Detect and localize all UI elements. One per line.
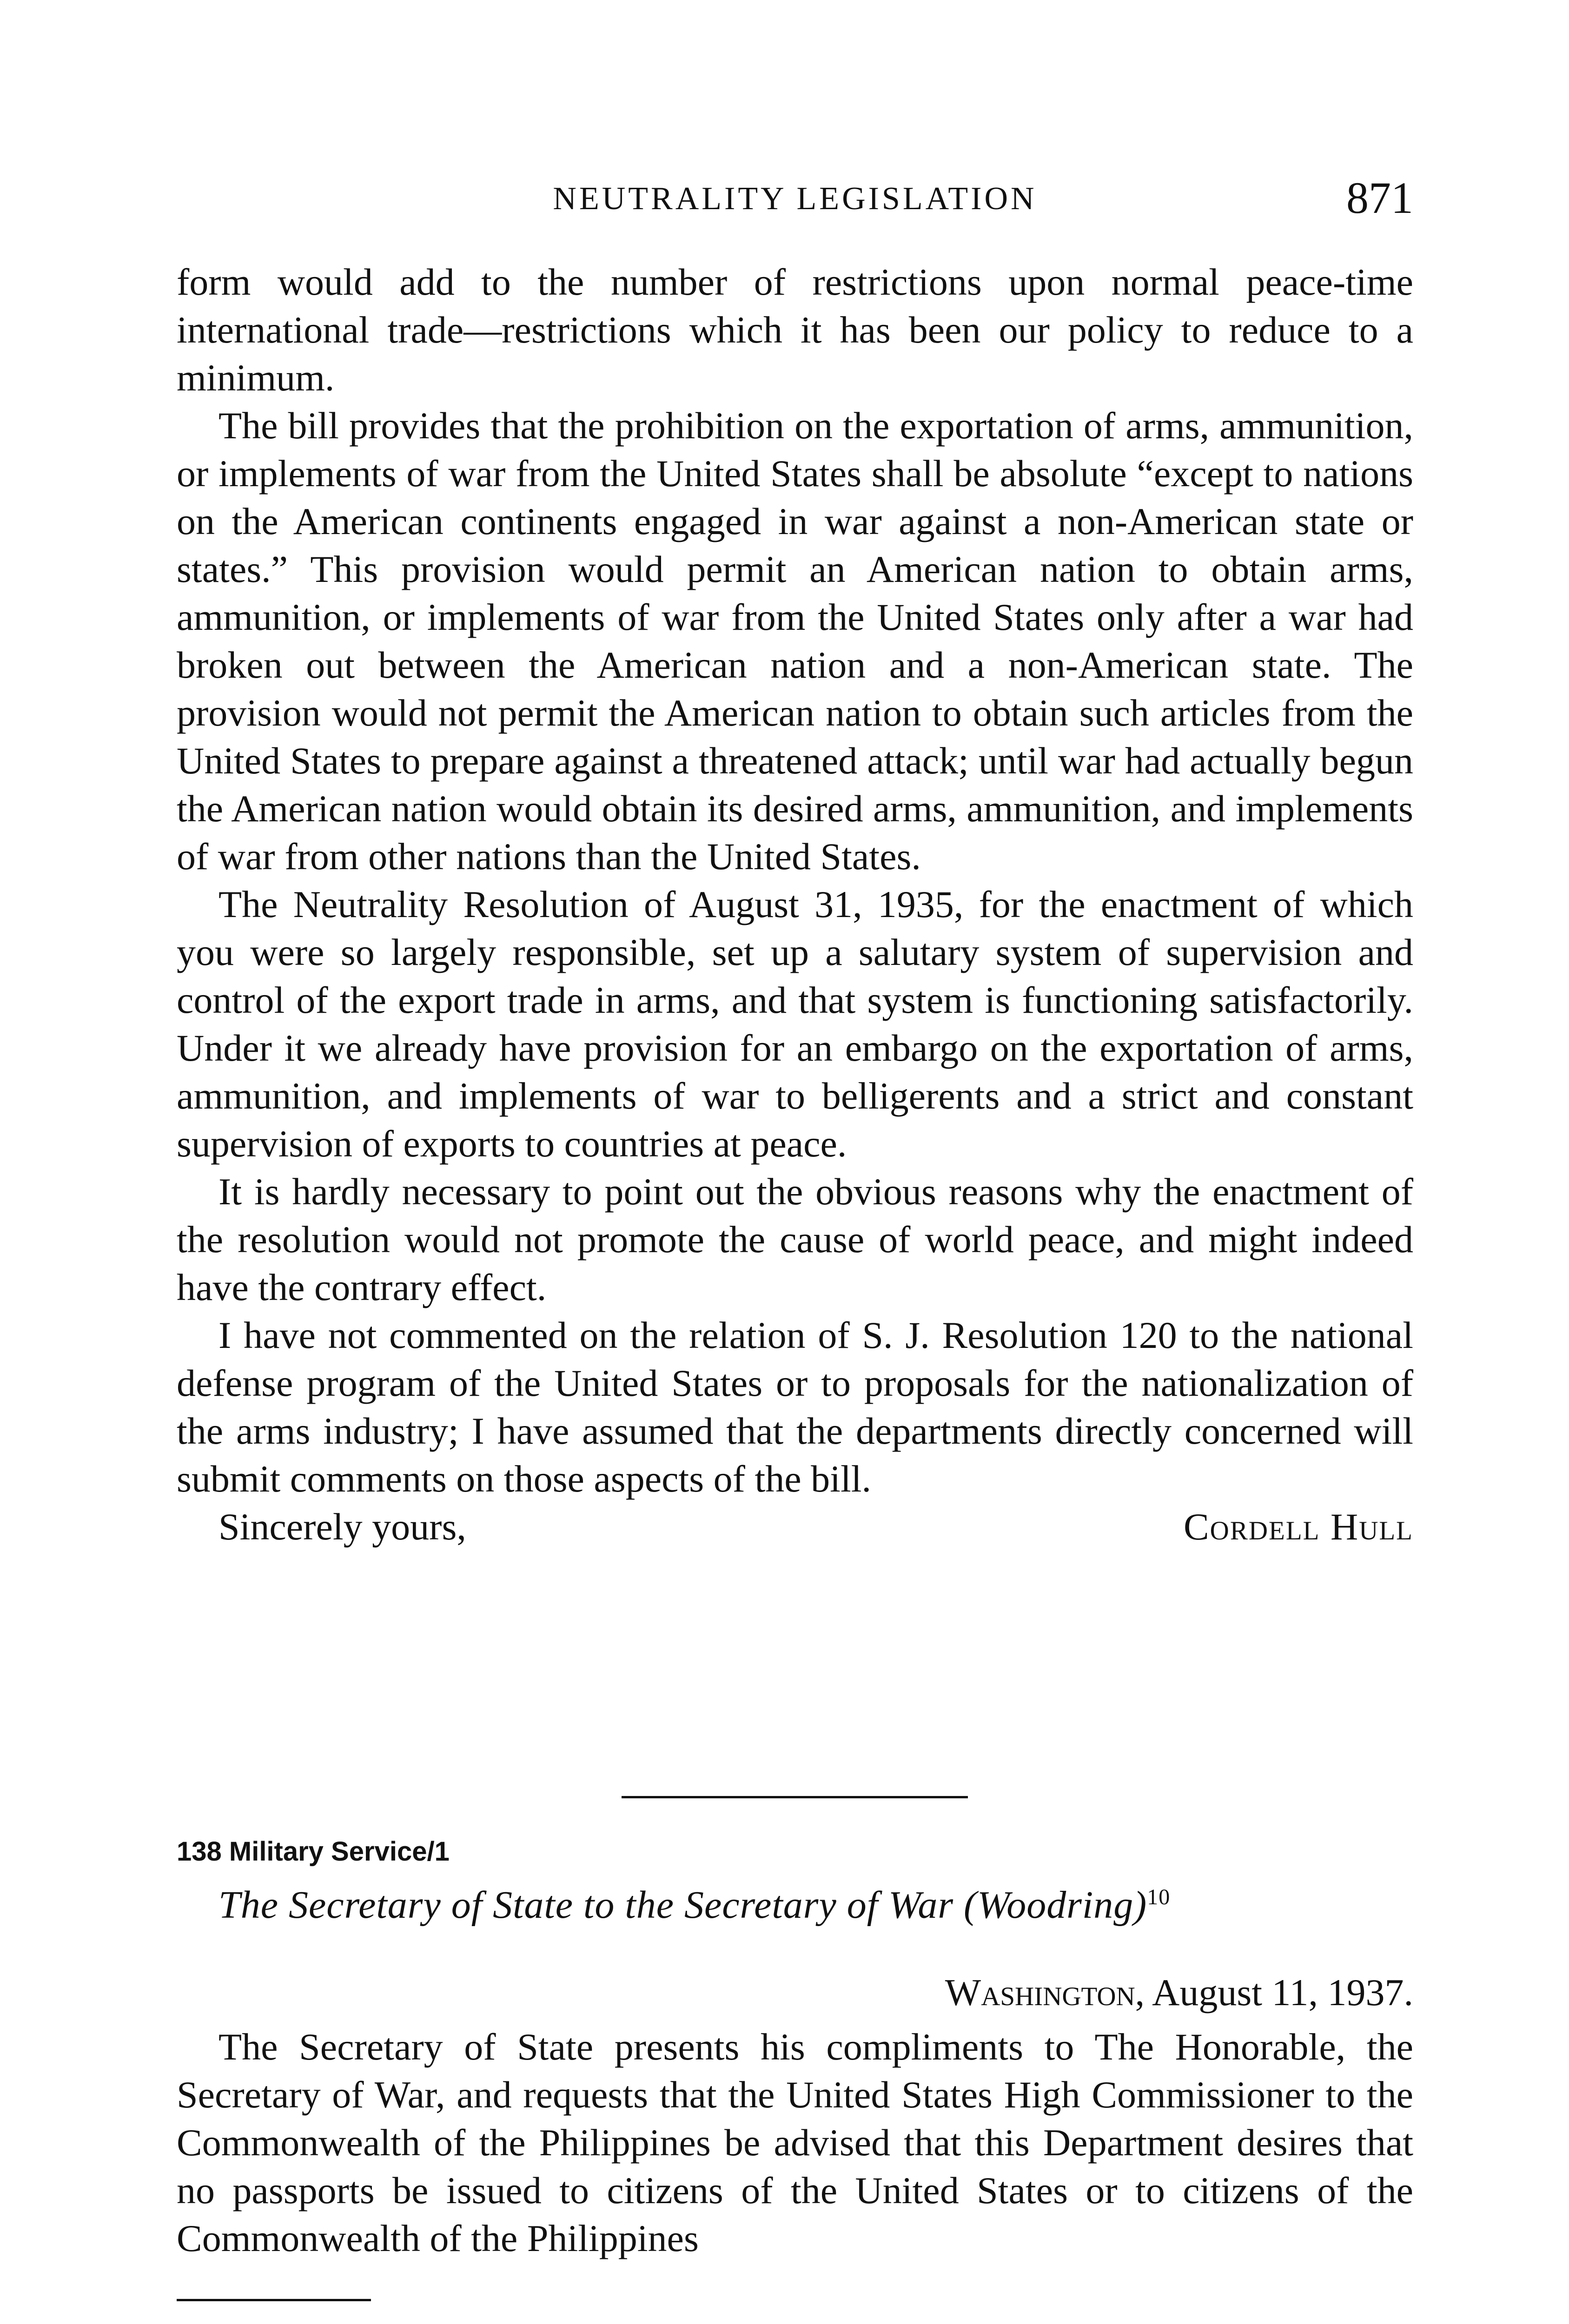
paragraph: The Secretary of State presents his compliments to The Honorable, the Secretary of War, and requests that the United States High Commissioner to the Commonwealth of the Philippines be advised that this Department desires that no passports be issued to citizens of the United States or to citizens of the Commonwealth of the Philippines xyxy=(177,2026,1413,2259)
section-divider xyxy=(622,1796,968,1798)
complimentary-close: Sincerely yours, xyxy=(218,1505,466,1548)
paragraph: The Neutrality Resolution of August 31, 1935, for the enactment of which you were so largely responsible, set up a salutary system of supervision and control of the export trade in arms, and that system is functioning satisfactorily. Under it we already have provision for an embargo on the exportation of arms, ammunition, and implements of war to belligerents and a strict and constant supervision of exports to countries at peace. xyxy=(177,883,1413,1165)
page-number: 871 xyxy=(1346,173,1413,223)
letter-body xyxy=(177,258,1413,1551)
dateline-date: , August 11, 1937. xyxy=(1135,1971,1413,2014)
dateline-city: Washington xyxy=(945,1971,1135,2014)
memo-body xyxy=(177,2023,1413,2262)
document-heading-text: The Secretary of State to the Secretary of War (Woodring) xyxy=(218,1883,1147,1927)
signature: Cordell Hull xyxy=(1183,1505,1413,1548)
footnote-divider xyxy=(177,2299,371,2301)
paragraph: The bill provides that the prohibition on the exportation of arms, ammunition, or implements of war from the United States shall be absolute “except to nations on the American continents engaged in war against a non-American state or states.” This provision would permit an American nation to obtain arms, ammunition, or implements of war from the United States only after a war had broken out between the American nation and a non-American state. The provision would not permit the American nation to obtain such articles from the United States to prepare against a threatened attack; until war had actually begun the American nation would obtain its desired arms, ammunition, and implements of war from other nations than the United States. xyxy=(177,404,1413,878)
paragraph: I have not commented on the relation of S. J. Resolution 120 to the national defense program of the United States or to proposals for the nationalization of the arms industry; I have assumed that the departments directly concerned will submit comments on those aspects of the bill. xyxy=(177,1314,1413,1500)
letter-closing xyxy=(177,1503,1413,1551)
running-head xyxy=(177,172,1413,228)
running-head-title: NEUTRALITY LEGISLATION xyxy=(553,181,1037,217)
paragraph-continued: form would add to the number of restrictions upon normal peace-time international trade—restrictions which it has been our policy to reduce to a minimum. xyxy=(177,261,1413,399)
dateline xyxy=(945,1971,1413,2014)
footnote xyxy=(177,2319,1413,2324)
document-file-number: 138 Military Service/1 xyxy=(177,1836,450,1867)
document-heading xyxy=(218,1882,1170,1928)
paragraph: It is hardly necessary to point out the obvious reasons why the enactment of the resolution would not promote the cause of world peace, and might indeed have the contrary effect. xyxy=(177,1170,1413,1308)
footnote-reference: 10 xyxy=(1147,1885,1171,1909)
